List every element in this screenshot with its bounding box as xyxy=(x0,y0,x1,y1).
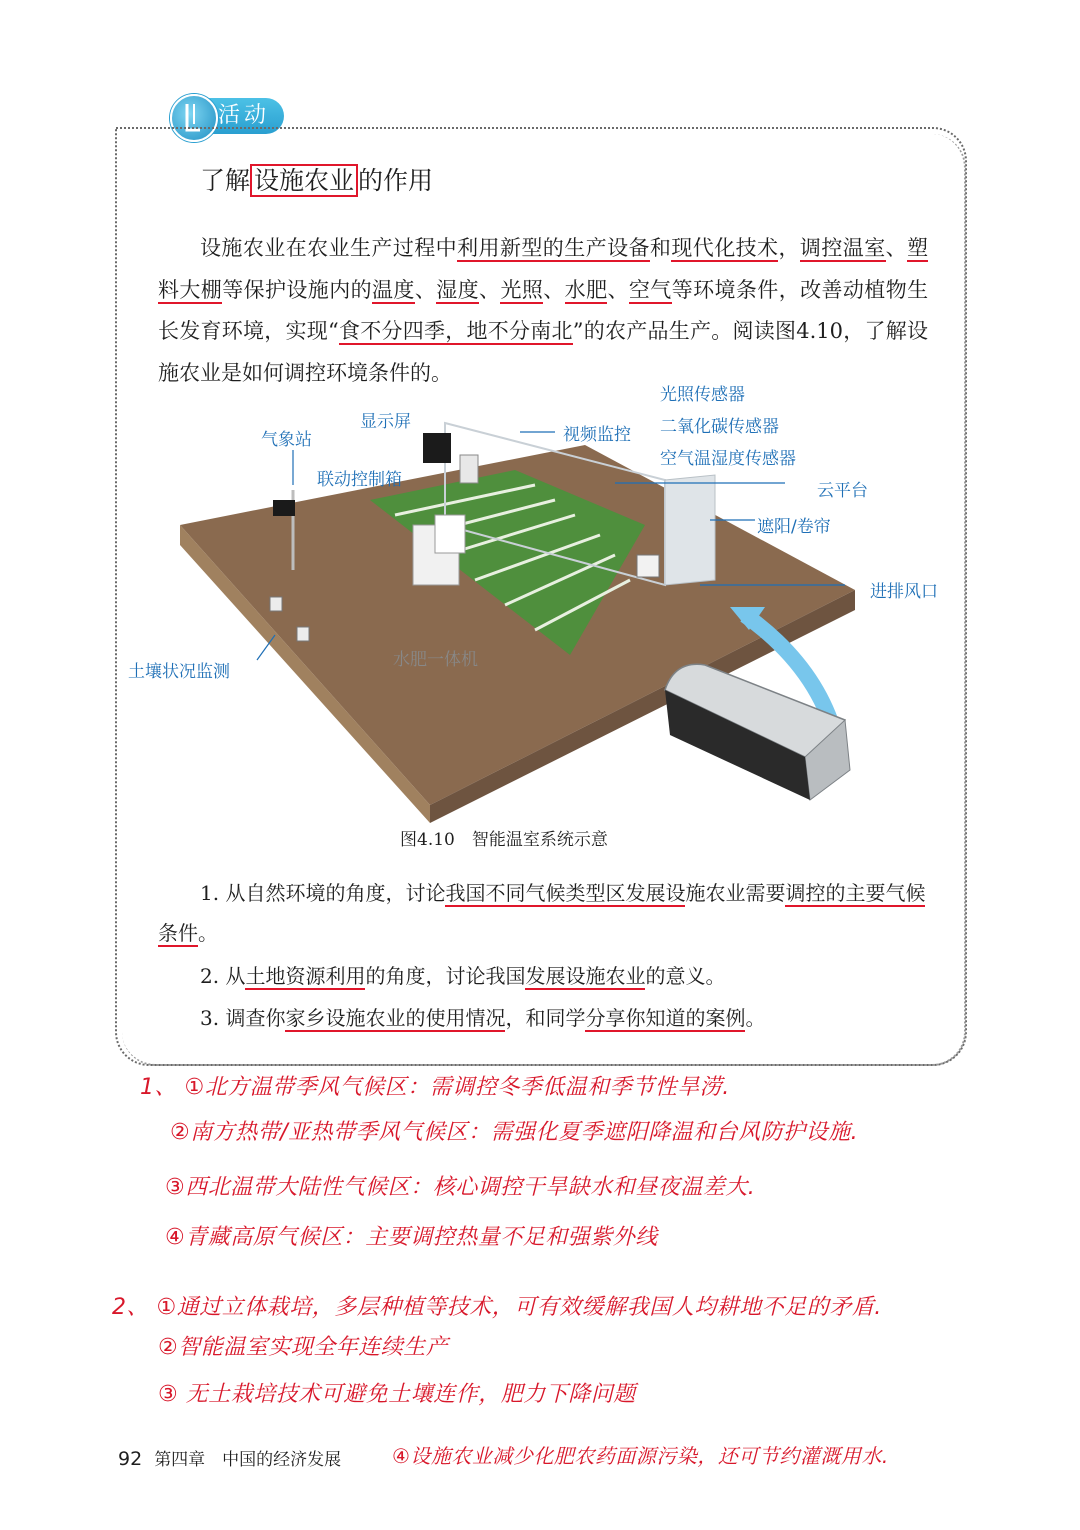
intro-underline: 利用新型的生产设备 xyxy=(457,236,650,260)
handwritten-answer: ③西北温带大陆性气候区：核心调控干旱缺水和昼夜温差大. xyxy=(165,1175,756,1200)
intro-text: 、 xyxy=(607,277,629,302)
intro-underline: 现代化技术 xyxy=(671,236,779,260)
handwritten-answer: 1、 ①北方温带季风气候区：需调控冬季低温和季节性旱涝. xyxy=(140,1075,730,1100)
label-display: 显示屏 xyxy=(360,412,411,432)
label-vent: 进排风口 xyxy=(870,582,938,602)
control-box xyxy=(460,455,478,483)
q1-text: 1. 从自然环境的角度，讨论 xyxy=(200,881,446,905)
solar-panel xyxy=(273,500,295,516)
label-air-sensor: 空气温湿度传感器 xyxy=(660,449,796,469)
label-control-box: 联动控制箱 xyxy=(317,470,402,490)
q2-text: 的角度，讨论我国 xyxy=(365,964,526,988)
intro-underline: 温度 xyxy=(372,277,415,302)
water-fertilizer-tank xyxy=(435,515,465,553)
intro-text: ， xyxy=(778,236,800,260)
title-suffix: 的作用 xyxy=(358,166,434,195)
q3-text: 。 xyxy=(745,1006,766,1030)
label-co2-sensor: 二氧化碳传感器 xyxy=(660,417,779,437)
chapter-title: 第四章 中国的经济发展 xyxy=(154,1450,342,1470)
q3-text: ，和同学 xyxy=(505,1006,586,1030)
greenhouse-end xyxy=(665,475,715,585)
q1-underline: 气候条件 xyxy=(158,881,926,945)
intro-underline: 水肥 xyxy=(564,277,608,302)
label-video: 视频监控 xyxy=(563,425,631,445)
page-number: 92 xyxy=(118,1448,143,1470)
soil-sensor xyxy=(270,597,282,611)
intro-text: 和 xyxy=(649,236,672,260)
q3-text: 3. 调查你 xyxy=(200,1006,286,1030)
activity-label: 活动 xyxy=(218,103,271,128)
page-footer xyxy=(118,1445,341,1470)
intro-underline: 调控温室 xyxy=(799,236,886,260)
intro-text: 等环境条件，改善动植物生长发育环境，实现“ xyxy=(158,277,929,343)
intro-text: 等保护设施内的 xyxy=(222,277,373,302)
display-screen xyxy=(423,433,451,463)
intro-text: 、 xyxy=(414,277,437,302)
figure-caption: 图4.10 智能温室系统示意 xyxy=(400,830,608,850)
title-prefix: 了解 xyxy=(200,166,251,195)
intro-text: 设施农业在农业生产过程中 xyxy=(200,236,458,260)
intro-text: 、 xyxy=(885,236,908,260)
q2-text: 的意义。 xyxy=(645,964,726,988)
intro-underline: 湿度 xyxy=(436,277,480,302)
intro-underline: 空气 xyxy=(628,277,672,302)
intro-paragraph xyxy=(158,228,928,394)
q1-text: 施农业需要 xyxy=(685,881,786,905)
intro-text: 、 xyxy=(479,277,501,302)
intro-underline: 光照 xyxy=(500,277,544,302)
label-soil: 土壤状况监测 xyxy=(128,662,230,682)
label-shade: 遮阳/卷帘 xyxy=(757,517,831,537)
handwritten-answer: ②南方热带/亚热带季风气候区：需强化夏季遮阳降温和台风防护设施. xyxy=(170,1120,859,1145)
q1-underline: 我国不同气候类型区发展设 xyxy=(445,881,686,905)
intro-underline: 塑料大棚 xyxy=(158,236,929,302)
label-weather-station: 气象站 xyxy=(261,430,312,450)
intro-text: ”的农产品生产。阅读图4.10，了解设施农业是如何调控环境条件的。 xyxy=(158,319,928,385)
q1-underline: 调控的主要 xyxy=(785,881,886,905)
label-light-sensor: 光照传感器 xyxy=(660,385,745,405)
soil-sensor xyxy=(297,627,309,641)
vent-fan xyxy=(637,555,659,577)
handwritten-answer: 2、 ①通过立体栽培，多层种植等技术，可有效缓解我国人均耕地不足的矛盾. xyxy=(112,1295,882,1320)
q3-underline: 分享你知道的案例 xyxy=(585,1006,746,1030)
handwritten-answer: ④青藏高原气候区：主要调控热量不足和强紫外线 xyxy=(165,1225,658,1250)
q2-underline: 发展设施农业 xyxy=(525,964,646,988)
greenhouse-figure xyxy=(128,375,975,845)
title-highlight: 设施农业 xyxy=(250,164,358,197)
q3-underline: 家乡设施农业的使用情况 xyxy=(285,1006,506,1030)
question-3 xyxy=(158,998,928,1038)
handwritten-answer: ③ 无土栽培技术可避免土壤连作，肥力下降问题 xyxy=(158,1382,636,1407)
q2-text: 2. 从 xyxy=(200,964,246,988)
handwritten-answer: ④设施农业减少化肥农药面源污染，还可节约灌溉用水. xyxy=(392,1444,889,1468)
q1-text: 。 xyxy=(198,921,218,945)
q2-underline: 土地资源利用 xyxy=(245,964,366,988)
intro-underline: 食不分四季，地不分南北 xyxy=(338,319,573,343)
question-2 xyxy=(158,956,928,996)
question-1 xyxy=(158,873,928,953)
label-water-fertilizer: 水肥一体机 xyxy=(393,650,478,670)
intro-text: 、 xyxy=(543,277,565,302)
handwritten-answer: ②智能温室实现全年连续生产 xyxy=(158,1335,449,1360)
label-cloud: 云平台 xyxy=(817,481,868,501)
activity-title xyxy=(200,163,433,199)
